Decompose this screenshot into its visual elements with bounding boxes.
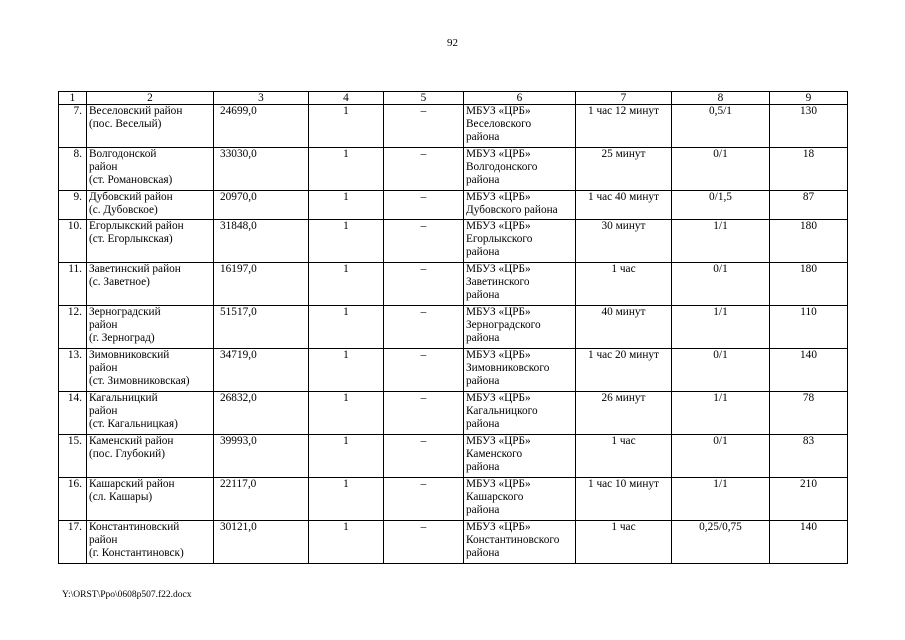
ratio-cell: 0/1 bbox=[672, 435, 770, 478]
col5-cell: – bbox=[384, 191, 464, 220]
header-cell: 8 bbox=[672, 92, 770, 105]
district-cell bbox=[87, 392, 214, 435]
page-number: 92 bbox=[447, 37, 458, 49]
footer-file-path: Y:\ORST\Ppo\0608p507.f22.docx bbox=[62, 590, 192, 600]
col5-cell: – bbox=[384, 148, 464, 191]
row-number-cell: 13. bbox=[59, 349, 87, 392]
col4-cell: 1 bbox=[309, 478, 384, 521]
hospital-cell bbox=[464, 220, 576, 263]
hospital-cell bbox=[464, 105, 576, 148]
district-cell-line: (сл. Кашары) bbox=[89, 491, 153, 504]
ratio-cell: 0/1 bbox=[672, 263, 770, 306]
col5-cell: – bbox=[384, 263, 464, 306]
district-cell bbox=[87, 148, 214, 191]
travel-time-cell: 1 час 10 минут bbox=[576, 478, 672, 521]
travel-time-cell: 25 минут bbox=[576, 148, 672, 191]
table-row bbox=[59, 392, 848, 435]
area-cell: 51517,0 bbox=[214, 306, 309, 349]
hospital-cell-line: МБУЗ «ЦРБ» bbox=[466, 220, 531, 232]
area-cell: 26832,0 bbox=[214, 392, 309, 435]
district-cell bbox=[87, 263, 214, 306]
distance-cell: 180 bbox=[770, 263, 848, 306]
col4-cell: 1 bbox=[309, 392, 384, 435]
col4-cell: 1 bbox=[309, 306, 384, 349]
data-table bbox=[58, 91, 848, 564]
hospital-cell-line: МБУЗ «ЦРБ» bbox=[466, 105, 531, 117]
hospital-cell-line: МБУЗ «ЦРБ» bbox=[466, 148, 531, 160]
travel-time-cell: 1 час bbox=[576, 521, 672, 564]
hospital-cell-line: МБУЗ «ЦРБ» bbox=[466, 521, 531, 533]
district-cell-line: (ст. Кагальницкая) bbox=[89, 418, 178, 431]
hospital-cell bbox=[464, 478, 576, 521]
district-cell bbox=[87, 349, 214, 392]
row-number-cell: 15. bbox=[59, 435, 87, 478]
row-number-cell: 14. bbox=[59, 392, 87, 435]
district-cell-line: район bbox=[89, 161, 118, 174]
ratio-cell: 1/1 bbox=[672, 392, 770, 435]
hospital-cell-line: МБУЗ «ЦРБ» bbox=[466, 191, 531, 203]
distance-cell: 180 bbox=[770, 220, 848, 263]
hospital-cell-line: Дубовского района bbox=[466, 204, 558, 217]
header-cell: 1 bbox=[59, 92, 87, 105]
area-cell: 34719,0 bbox=[214, 349, 309, 392]
district-cell-line: район bbox=[89, 362, 118, 375]
hospital-cell bbox=[464, 435, 576, 478]
hospital-cell bbox=[464, 191, 576, 220]
hospital-cell-line: Волгодонского bbox=[466, 161, 538, 174]
distance-cell: 18 bbox=[770, 148, 848, 191]
ratio-cell: 0,5/1 bbox=[672, 105, 770, 148]
district-cell-line: (г. Зерноград) bbox=[89, 332, 155, 345]
table-row bbox=[59, 478, 848, 521]
distance-cell: 110 bbox=[770, 306, 848, 349]
hospital-cell-line: Каменского bbox=[466, 448, 523, 461]
col4-cell: 1 bbox=[309, 148, 384, 191]
district-cell-line: район bbox=[89, 405, 118, 418]
hospital-cell-line: Кагальницкого bbox=[466, 405, 538, 418]
hospital-cell-line: района bbox=[466, 289, 500, 302]
hospital-cell-line: МБУЗ «ЦРБ» bbox=[466, 306, 531, 318]
hospital-cell-line: района bbox=[466, 375, 500, 388]
district-cell-line: Кагальницкий bbox=[89, 392, 158, 404]
col4-cell: 1 bbox=[309, 435, 384, 478]
distance-cell: 83 bbox=[770, 435, 848, 478]
table-row bbox=[59, 435, 848, 478]
table-row bbox=[59, 220, 848, 263]
table-row bbox=[59, 521, 848, 564]
district-cell-line: (ст. Романовская) bbox=[89, 174, 173, 187]
distance-cell: 78 bbox=[770, 392, 848, 435]
col5-cell: – bbox=[384, 478, 464, 521]
hospital-cell bbox=[464, 521, 576, 564]
district-cell-line: Зерноградский bbox=[89, 306, 161, 318]
district-cell-line: Константиновский bbox=[89, 521, 180, 533]
district-cell bbox=[87, 220, 214, 263]
area-cell: 22117,0 bbox=[214, 478, 309, 521]
table-header-row bbox=[59, 92, 848, 105]
row-number-cell: 10. bbox=[59, 220, 87, 263]
hospital-cell-line: района bbox=[466, 131, 500, 144]
table-row bbox=[59, 148, 848, 191]
table-row bbox=[59, 263, 848, 306]
col5-cell: – bbox=[384, 220, 464, 263]
table-row bbox=[59, 306, 848, 349]
distance-cell: 210 bbox=[770, 478, 848, 521]
hospital-cell-line: Константиновского bbox=[466, 534, 560, 547]
district-cell bbox=[87, 521, 214, 564]
area-cell: 39993,0 bbox=[214, 435, 309, 478]
header-cell: 9 bbox=[770, 92, 848, 105]
travel-time-cell: 1 час bbox=[576, 435, 672, 478]
travel-time-cell: 1 час 40 минут bbox=[576, 191, 672, 220]
table-row bbox=[59, 191, 848, 220]
district-cell bbox=[87, 478, 214, 521]
travel-time-cell: 40 минут bbox=[576, 306, 672, 349]
district-cell-line: Заветинский район bbox=[89, 263, 181, 275]
travel-time-cell: 26 минут bbox=[576, 392, 672, 435]
row-number-cell: 9. bbox=[59, 191, 87, 220]
distance-cell: 87 bbox=[770, 191, 848, 220]
ratio-cell: 0/1,5 bbox=[672, 191, 770, 220]
ratio-cell: 0/1 bbox=[672, 148, 770, 191]
ratio-cell: 1/1 bbox=[672, 220, 770, 263]
col5-cell: – bbox=[384, 105, 464, 148]
hospital-cell-line: Зерноградского bbox=[466, 319, 541, 332]
row-number-cell: 17. bbox=[59, 521, 87, 564]
hospital-cell-line: района bbox=[466, 504, 500, 517]
header-cell: 6 bbox=[464, 92, 576, 105]
hospital-cell-line: района bbox=[466, 547, 500, 560]
district-cell-line: (пос. Веселый) bbox=[89, 118, 162, 131]
col5-cell: – bbox=[384, 392, 464, 435]
district-cell-line: Егорлыкский район bbox=[89, 220, 184, 232]
travel-time-cell: 30 минут bbox=[576, 220, 672, 263]
area-cell: 24699,0 bbox=[214, 105, 309, 148]
hospital-cell-line: Кашарского bbox=[466, 491, 524, 504]
hospital-cell bbox=[464, 392, 576, 435]
district-cell-line: (с. Заветное) bbox=[89, 276, 150, 289]
district-cell bbox=[87, 191, 214, 220]
col5-cell: – bbox=[384, 306, 464, 349]
hospital-cell-line: Зимовниковского bbox=[466, 362, 550, 375]
hospital-cell-line: МБУЗ «ЦРБ» bbox=[466, 435, 531, 447]
district-cell-line: (ст. Зимовниковская) bbox=[89, 375, 190, 388]
col4-cell: 1 bbox=[309, 105, 384, 148]
distance-cell: 130 bbox=[770, 105, 848, 148]
area-cell: 20970,0 bbox=[214, 191, 309, 220]
col4-cell: 1 bbox=[309, 191, 384, 220]
hospital-cell-line: МБУЗ «ЦРБ» bbox=[466, 478, 531, 490]
district-cell-line: (пос. Глубокий) bbox=[89, 448, 165, 461]
area-cell: 16197,0 bbox=[214, 263, 309, 306]
header-cell: 2 bbox=[87, 92, 214, 105]
col5-cell: – bbox=[384, 349, 464, 392]
hospital-cell-line: МБУЗ «ЦРБ» bbox=[466, 263, 531, 275]
col4-cell: 1 bbox=[309, 349, 384, 392]
district-cell-line: (ст. Егорлыкская) bbox=[89, 233, 173, 246]
area-cell: 33030,0 bbox=[214, 148, 309, 191]
area-cell: 30121,0 bbox=[214, 521, 309, 564]
district-cell-line: Зимовниковский bbox=[89, 349, 170, 361]
hospital-cell bbox=[464, 349, 576, 392]
district-cell-line: (г. Константиновск) bbox=[89, 547, 184, 560]
district-cell-line: (с. Дубовское) bbox=[89, 204, 158, 217]
row-number-cell: 11. bbox=[59, 263, 87, 306]
district-cell-line: Волгодонской bbox=[89, 148, 157, 160]
hospital-cell-line: района bbox=[466, 418, 500, 431]
ratio-cell: 1/1 bbox=[672, 306, 770, 349]
col4-cell: 1 bbox=[309, 263, 384, 306]
district-cell bbox=[87, 306, 214, 349]
hospital-cell-line: МБУЗ «ЦРБ» bbox=[466, 392, 531, 404]
row-number-cell: 7. bbox=[59, 105, 87, 148]
hospital-cell bbox=[464, 148, 576, 191]
district-cell-line: Кашарский район bbox=[89, 478, 175, 490]
hospital-cell bbox=[464, 306, 576, 349]
hospital-cell bbox=[464, 263, 576, 306]
header-cell: 4 bbox=[309, 92, 384, 105]
district-cell bbox=[87, 435, 214, 478]
district-cell-line: район bbox=[89, 319, 118, 332]
row-number-cell: 16. bbox=[59, 478, 87, 521]
hospital-cell-line: района bbox=[466, 246, 500, 259]
district-cell-line: район bbox=[89, 534, 118, 547]
hospital-cell-line: района bbox=[466, 174, 500, 187]
col5-cell: – bbox=[384, 435, 464, 478]
col5-cell: – bbox=[384, 521, 464, 564]
table-row bbox=[59, 349, 848, 392]
header-cell: 7 bbox=[576, 92, 672, 105]
table-row bbox=[59, 105, 848, 148]
ratio-cell: 1/1 bbox=[672, 478, 770, 521]
district-cell-line: Дубовский район bbox=[89, 191, 173, 203]
travel-time-cell: 1 час bbox=[576, 263, 672, 306]
hospital-cell-line: района bbox=[466, 332, 500, 345]
hospital-cell-line: Веселовского bbox=[466, 118, 532, 131]
hospital-cell-line: МБУЗ «ЦРБ» bbox=[466, 349, 531, 361]
district-cell-line: Веселовский район bbox=[89, 105, 183, 117]
row-number-cell: 12. bbox=[59, 306, 87, 349]
district-cell bbox=[87, 105, 214, 148]
col4-cell: 1 bbox=[309, 521, 384, 564]
hospital-cell-line: района bbox=[466, 461, 500, 474]
header-cell: 5 bbox=[384, 92, 464, 105]
ratio-cell: 0,25/0,75 bbox=[672, 521, 770, 564]
hospital-cell-line: Заветинского bbox=[466, 276, 530, 289]
distance-cell: 140 bbox=[770, 349, 848, 392]
ratio-cell: 0/1 bbox=[672, 349, 770, 392]
hospital-cell-line: Егорлыкского bbox=[466, 233, 533, 246]
area-cell: 31848,0 bbox=[214, 220, 309, 263]
district-cell-line: Каменский район bbox=[89, 435, 174, 447]
distance-cell: 140 bbox=[770, 521, 848, 564]
col4-cell: 1 bbox=[309, 220, 384, 263]
header-cell: 3 bbox=[214, 92, 309, 105]
travel-time-cell: 1 час 20 минут bbox=[576, 349, 672, 392]
travel-time-cell: 1 час 12 минут bbox=[576, 105, 672, 148]
row-number-cell: 8. bbox=[59, 148, 87, 191]
